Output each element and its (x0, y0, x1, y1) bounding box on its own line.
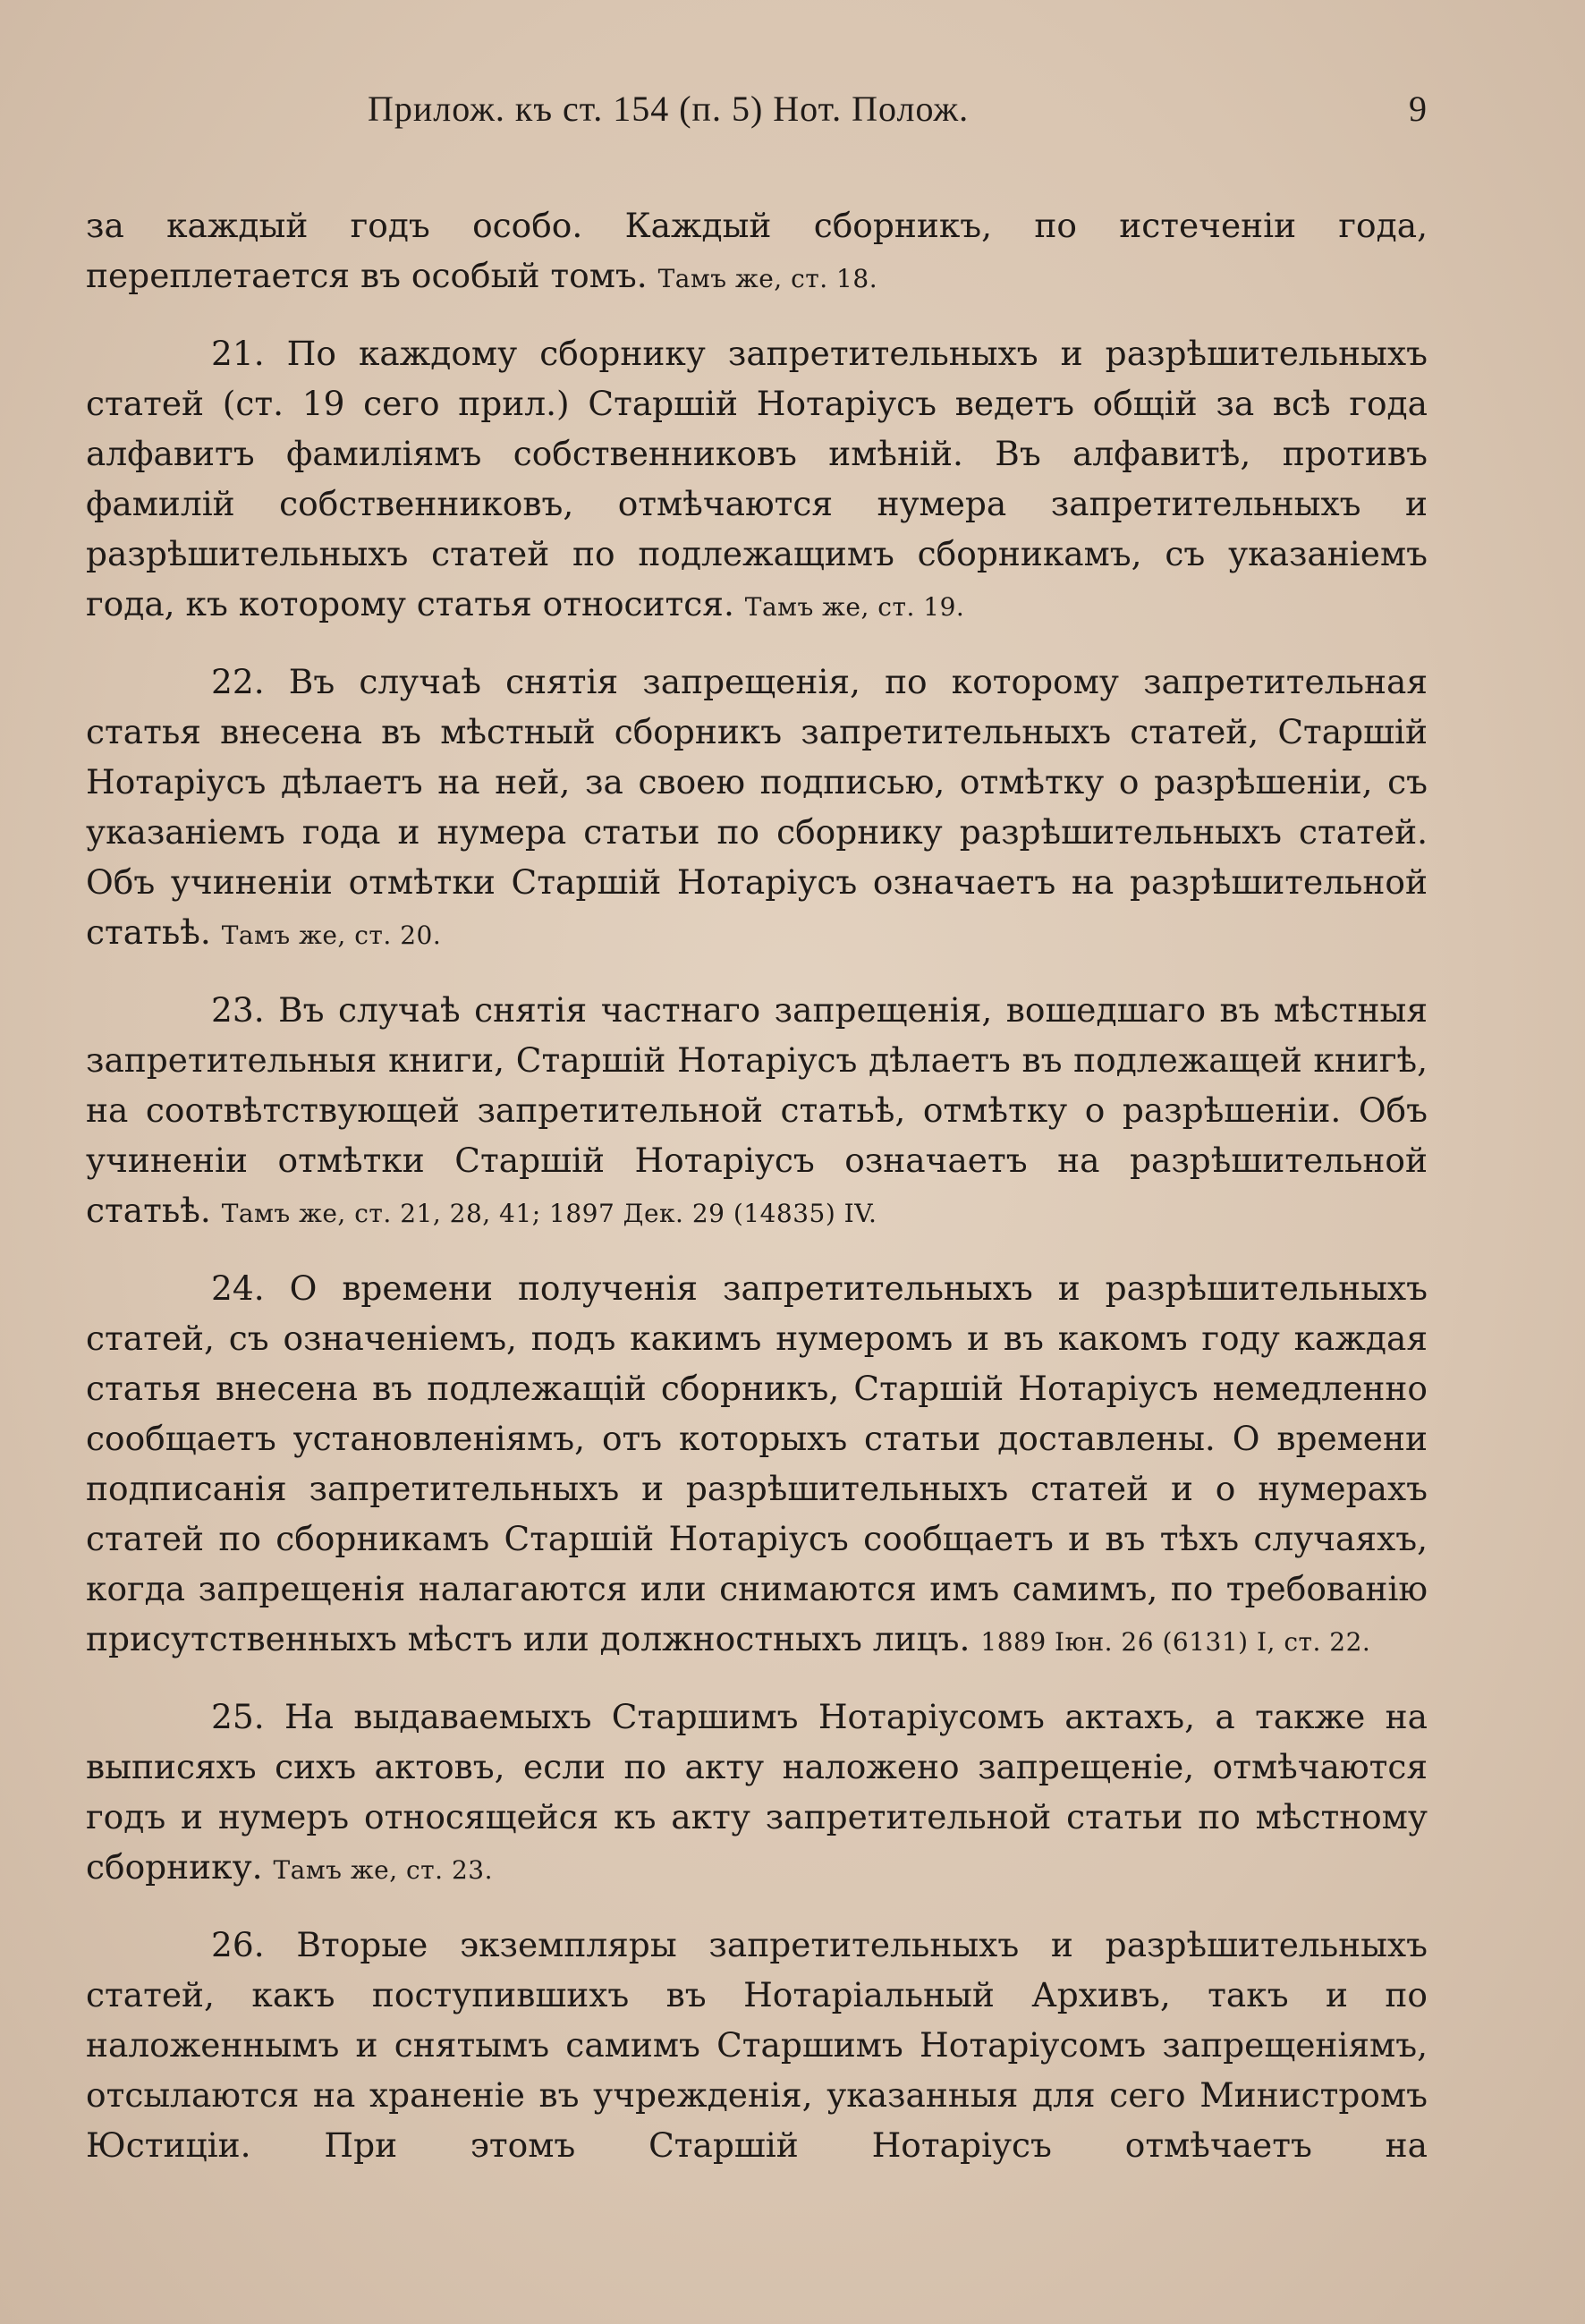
article-24 (86, 1263, 1428, 1667)
document-page (86, 81, 1428, 2194)
article-number: 21. (211, 334, 265, 373)
article-number: 25. (211, 1697, 265, 1736)
article-number: 24. (211, 1268, 265, 1308)
article-25 (86, 1692, 1428, 1896)
paragraph-text: Въ случаѣ снятія запрещенія, по которому запретительная статья внесена въ мѣстный сборникъ запретительныхъ статей, Старшій Нотаріусъ дѣлаетъ на ней, за своею подписью, отмѣтку о разрѣшеніи, съ указаніемъ года и нумера статьи по сборнику разрѣшительныхъ статей. Объ учиненіи отмѣтки Старшій Нотаріусъ означаетъ на разрѣшительной статьѣ. (86, 662, 1428, 952)
source-reference: 1889 Іюн. 26 (6131) I, ст. 22. (980, 1627, 1371, 1657)
document-body (86, 200, 1428, 2170)
paragraph-continuation (86, 200, 1428, 304)
paragraph-text: за каждый годъ особо. Каждый сборникъ, по истеченіи года, переплетается въ особый томъ. (86, 206, 1428, 295)
paragraph-text: По каждому сборнику запретительныхъ и разрѣшительныхъ статей (ст. 19 сего прил.) Старшій Нотаріусъ ведетъ общій за всѣ года алфавитъ фамиліямъ собственниковъ имѣній. Въ алфавитѣ, противъ фамилій собственниковъ, отмѣчаются нумера запретительныхъ и разрѣшительныхъ статей по подлежащимъ сборникамъ, съ указаніемъ года, къ которому статья относится. (86, 334, 1428, 623)
running-title: Прилож. къ ст. 154 (п. 5) Нот. Полож. (368, 89, 970, 129)
source-reference: Тамъ же, ст. 23. (273, 1855, 493, 1885)
source-reference: Тамъ же, ст. 20. (221, 920, 442, 950)
source-reference: Тамъ же, ст. 18. (657, 264, 878, 293)
source-reference: Тамъ же, ст. 21, 28, 41; 1897 Дек. 29 (14835) IV. (221, 1199, 877, 1228)
article-26 (86, 1920, 1428, 2170)
paragraph-text: О времени полученія запретительныхъ и разрѣшительныхъ статей, съ означеніемъ, подъ какимъ нумеромъ и въ какомъ году каждая статья внесена въ подлежащій сборникъ, Старшій Нотаріусъ немедленно сообщаетъ установленіямъ, отъ которыхъ статьи доставлены. О времени подписанія запретительныхъ и разрѣшительныхъ статей и о нумерахъ статей по сборникамъ Старшій Нотаріусъ сообщаетъ и въ тѣхъ случаяхъ, когда запрещенія налагаются или снимаются имъ самимъ, по требованію присутственныхъ мѣстъ или должностныхъ лицъ. (86, 1268, 1428, 1658)
article-21 (86, 328, 1428, 632)
article-number: 26. (211, 1925, 265, 1964)
article-23 (86, 985, 1428, 1239)
paragraph-text: Въ случаѣ снятія частнаго запрещенія, вошедшаго въ мѣстныя запретительныя книги, Старшій Нотаріусъ дѣлаетъ въ подлежащей книгѣ, на соотвѣтствующей запретительной статьѣ, отмѣтку о разрѣшеніи. Объ учиненіи отмѣтки Старшій Нотаріусъ означаетъ на разрѣшительной статьѣ. (86, 990, 1428, 1230)
page-number: 9 (1409, 89, 1428, 129)
article-22 (86, 657, 1428, 961)
article-number: 23. (211, 990, 265, 1030)
source-reference: Тамъ же, ст. 19. (744, 592, 965, 622)
article-number: 22. (211, 662, 265, 701)
page-header (86, 81, 1428, 136)
paragraph-text: На выдаваемыхъ Старшимъ Нотаріусомъ актахъ, а также на выписяхъ сихъ актовъ, если по акту наложено запрещеніе, отмѣчаются годъ и нумеръ относящейся къ акту запретительной статьи по мѣстному сборнику. (86, 1697, 1428, 1887)
paragraph-text: Вторые экземпляры запретительныхъ и разрѣшительныхъ статей, какъ поступившихъ въ Нотаріальный Архивъ, такъ и по наложеннымъ и снятымъ самимъ Старшимъ Нотаріусомъ запрещеніямъ, отсылаются на храненіе въ учрежденія, указанныя для сего Министромъ Юстиціи. При этомъ Старшій Нотаріусъ отмѣчаетъ на (86, 1925, 1428, 2165)
